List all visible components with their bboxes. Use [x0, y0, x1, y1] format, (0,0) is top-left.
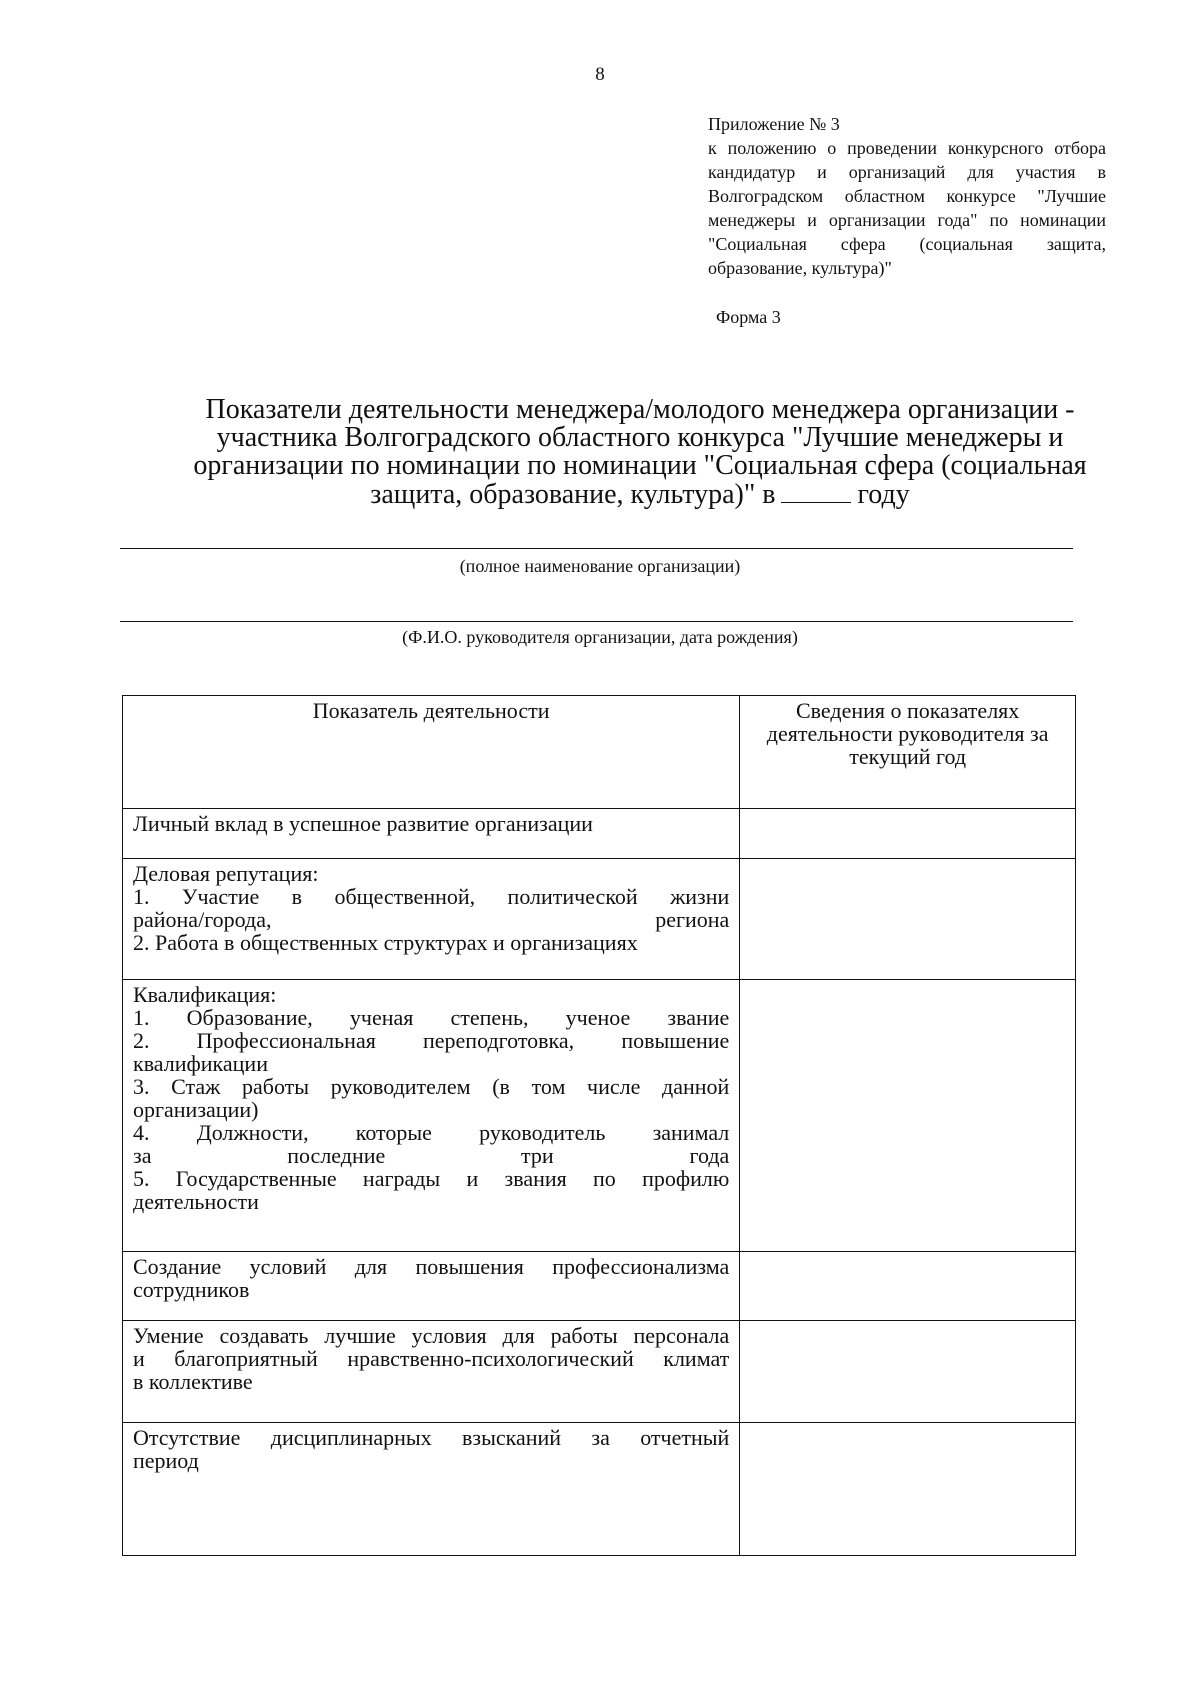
indicator-line: Квалификация:	[133, 982, 277, 1007]
table-row	[123, 1252, 1076, 1321]
indicator-value-cell[interactable]	[740, 859, 1076, 980]
indicator-cell	[123, 980, 740, 1252]
indicator-line: и благоприятный нравственно-психологический климат	[133, 1346, 730, 1371]
page-number: 8	[595, 64, 605, 85]
indicator-line: период	[133, 1448, 199, 1473]
indicator-line: сотрудников	[133, 1277, 250, 1302]
indicator-line: 1. Участие в общественной, политической жизни	[133, 884, 730, 909]
org-name-fill-line[interactable]	[120, 548, 1073, 549]
indicator-cell	[123, 809, 740, 859]
indicator-value-cell[interactable]	[740, 1321, 1076, 1423]
head-fill-line[interactable]	[120, 621, 1073, 622]
form-label: Форма 3	[716, 307, 781, 327]
indicator-line: 5. Государственные награды и звания по профилю	[133, 1166, 730, 1191]
title-line-1: Показатели деятельности менеджера/молодого менеджера организации -	[205, 394, 1075, 425]
title-line-4-end: году	[857, 479, 910, 510]
table-body	[123, 809, 1076, 1556]
indicator-line: района/города, региона	[133, 907, 730, 932]
indicator-line: 3. Стаж работы руководителем (в том числе данной	[133, 1074, 730, 1099]
indicator-value-cell[interactable]	[740, 809, 1076, 859]
appendix-block	[708, 112, 1106, 280]
indicator-line: Создание условий для повышения профессионализма	[133, 1254, 730, 1279]
indicator-line: 4. Должности, которые руководитель занимал	[133, 1120, 730, 1145]
indicator-line: деятельности	[133, 1189, 259, 1214]
table-row	[123, 980, 1076, 1252]
table-row	[123, 1423, 1076, 1556]
year-blank-field[interactable]	[781, 480, 851, 503]
appendix-body: к положению о проведении конкурсного отбора кандидатур и организаций для участия в Волгоградском областном конкурсе "Лучшие менеджеры и организации года" по номинации "Социальная сфера (социальная защита, образование, культура)"	[708, 138, 1106, 278]
document-title	[150, 396, 1130, 509]
table-row	[123, 809, 1076, 859]
indicator-cell	[123, 1252, 740, 1321]
indicator-line: 1. Образование, ученая степень, ученое звание	[133, 1005, 730, 1030]
title-line-4	[150, 480, 1130, 509]
appendix-number: Приложение № 3	[708, 114, 840, 134]
indicator-line: Деловая репутация:	[133, 861, 319, 886]
header-info: Сведения о показателях деятельности руководителя за текущий год	[740, 696, 1076, 809]
indicator-value-cell[interactable]	[740, 1252, 1076, 1321]
org-name-caption: (полное наименование организации)	[459, 556, 741, 576]
table-row	[123, 859, 1076, 980]
indicator-line: квалификации	[133, 1051, 268, 1076]
indicator-value-cell[interactable]	[740, 1423, 1076, 1556]
table-header-row	[123, 696, 1076, 809]
indicator-line: за последние три года	[133, 1143, 730, 1168]
title-line-4-start: защита, образование, культура)" в	[370, 479, 776, 510]
indicator-line: 2. Профессиональная переподготовка, повышение	[133, 1028, 730, 1053]
title-line-3: организации по номинации по номинации "Социальная сфера (социальная	[193, 450, 1087, 481]
head-caption: (Ф.И.О. руководителя организации, дата рождения)	[402, 627, 798, 647]
indicator-value-cell[interactable]	[740, 980, 1076, 1252]
title-line-2: участника Волгоградского областного конкурса "Лучшие менеджеры и	[216, 422, 1064, 453]
table-row	[123, 1321, 1076, 1423]
indicator-line: Отсутствие дисциплинарных взысканий за отчетный	[133, 1425, 730, 1450]
indicators-table	[122, 695, 1076, 1556]
indicator-cell	[123, 859, 740, 980]
indicator-cell	[123, 1423, 740, 1556]
indicator-line: в коллективе	[133, 1369, 253, 1394]
indicator-line: организации)	[133, 1097, 259, 1122]
indicator-line: Умение создавать лучшие условия для работы персонала	[133, 1323, 730, 1348]
indicator-line: 2. Работа в общественных структурах и организациях	[133, 930, 638, 955]
header-indicator: Показатель деятельности	[123, 696, 740, 809]
indicator-line: Личный вклад в успешное развитие организации	[133, 811, 593, 836]
indicator-cell	[123, 1321, 740, 1423]
